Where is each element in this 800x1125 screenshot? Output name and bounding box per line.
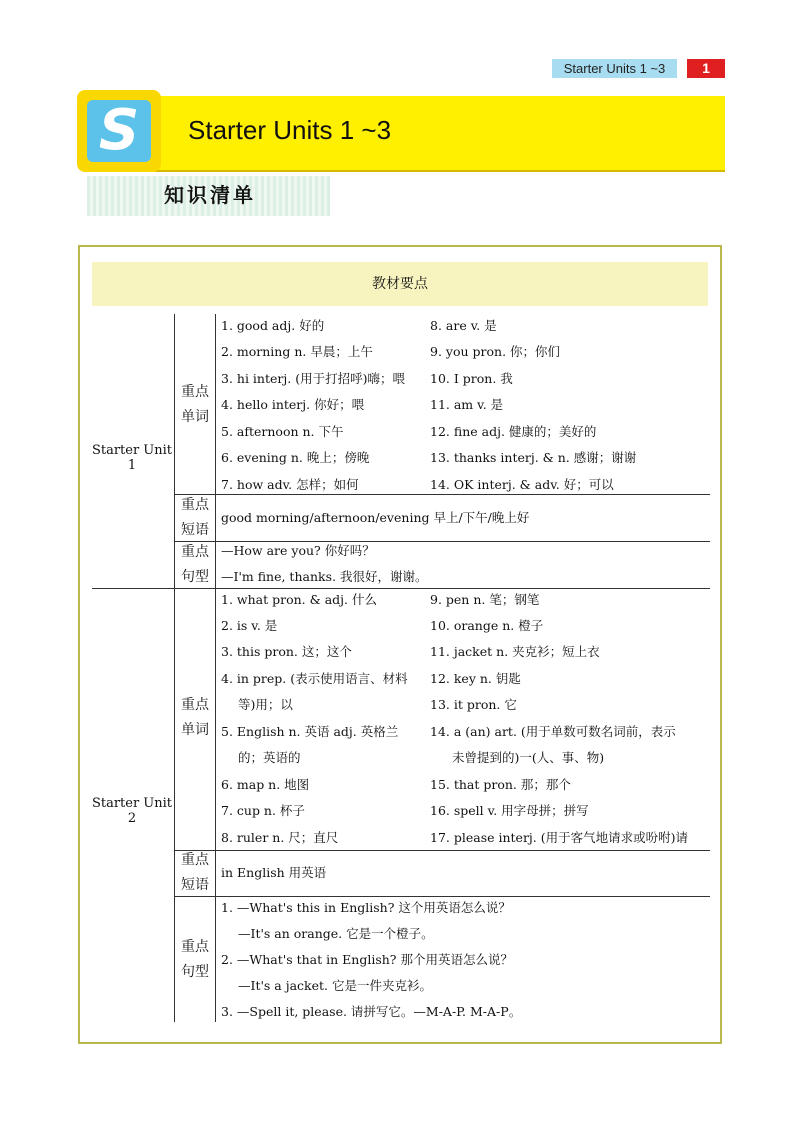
sentence-item: —How are you? 你好吗？ <box>221 543 375 558</box>
sentence-item: —It's a jacket. 它是一件夹克衫。 <box>238 978 432 993</box>
word-item: 4. hello interj. 你好；喂 <box>221 397 365 412</box>
word-item: 11. jacket n. 夹克衫；短上衣 <box>430 644 600 659</box>
grid-line <box>174 850 710 851</box>
word-item: 8. ruler n. 尺；直尺 <box>221 830 339 845</box>
word-item: 10. I pron. 我 <box>430 371 513 386</box>
word-item: 8. are v. 是 <box>430 318 497 333</box>
sentence-item: —It's an orange. 它是一个橙子。 <box>238 926 434 941</box>
word-item: 6. evening n. 晚上；傍晚 <box>221 450 370 465</box>
word-item: 17. please interj. (用于客气地请求或吩咐)请 <box>430 830 689 845</box>
table-header: 教材要点 <box>92 262 708 306</box>
word-item: 13. thanks interj. & n. 感谢；谢谢 <box>430 450 637 465</box>
word-item: 1. what pron. & adj. 什么 <box>221 592 377 607</box>
unit-name: Starter Unit 2 <box>91 796 173 826</box>
section-tab: Starter Units 1 ~3 <box>552 59 677 78</box>
category-label: 重点 句型 <box>181 544 209 585</box>
word-item: 11. am v. 是 <box>430 397 504 412</box>
word-item: 5. afternoon n. 下午 <box>221 424 344 439</box>
unit-name: Starter Unit 1 <box>91 443 173 473</box>
word-item: 3. this pron. 这；这个 <box>221 644 352 659</box>
word-item: 4. in prep. (表示使用语言、材料 <box>221 671 408 686</box>
category-label: 重点 短语 <box>181 852 209 893</box>
grid-line <box>215 314 216 1022</box>
phrase-item: in English 用英语 <box>221 865 327 880</box>
sentence-item: —I'm fine, thanks. 我很好，谢谢。 <box>221 569 428 584</box>
word-item: 2. morning n. 早晨；上午 <box>221 344 373 359</box>
word-item: 9. you pron. 你；你们 <box>430 344 561 359</box>
word-item: 3. hi interj. (用于打招呼)嗨；喂 <box>221 371 405 386</box>
category-label: 重点 单词 <box>181 384 209 425</box>
page-title: Starter Units 1 ~3 <box>188 115 392 145</box>
word-item: 14. a (an) art. (用于单数可数名词前，表示 <box>430 724 676 739</box>
word-item: 未曾提到的)一(人、事、物) <box>452 750 605 765</box>
word-item: 1. good adj. 好的 <box>221 318 325 333</box>
word-item: 2. is v. 是 <box>221 618 278 633</box>
page-number: 1 <box>687 59 725 78</box>
word-item: 6. map n. 地图 <box>221 777 310 792</box>
sentence-item: 1. —What's this in English? 这个用英语怎么说？ <box>221 900 511 915</box>
sentence-item: 2. —What's that in English? 那个用英语怎么说？ <box>221 952 513 967</box>
word-item: 10. orange n. 橙子 <box>430 618 544 633</box>
s-letter: S <box>87 100 151 162</box>
phrase-item: good morning/afternoon/evening 早上/下午/晚上好 <box>221 510 530 525</box>
word-item: 5. English n. 英语 adj. 英格兰 <box>221 724 399 739</box>
word-item: 16. spell v. 用字母拼；拼写 <box>430 803 589 818</box>
word-item: 14. OK interj. & adv. 好；可以 <box>430 477 614 492</box>
word-item: 12. fine adj. 健康的；美好的 <box>430 424 597 439</box>
category-label: 重点 短语 <box>181 497 209 538</box>
word-item: 等)用；以 <box>238 697 293 712</box>
category-label: 重点 句型 <box>181 939 209 980</box>
word-item: 12. key n. 钥匙 <box>430 671 521 686</box>
word-item: 7. cup n. 杯子 <box>221 803 305 818</box>
sentence-item: 3. —Spell it, please. 请拼写它。—M-A-P. M-A-P。 <box>221 1004 522 1019</box>
grid-line <box>174 314 175 1022</box>
word-item: 15. that pron. 那；那个 <box>430 777 571 792</box>
section-title: 知识清单 <box>164 183 256 207</box>
category-label: 重点 单词 <box>181 697 209 738</box>
word-item: 7. how adv. 怎样；如何 <box>221 477 359 492</box>
word-item: 的；英语的 <box>238 750 301 765</box>
word-item: 9. pen n. 笔；钢笔 <box>430 592 540 607</box>
grid-line <box>174 896 710 897</box>
word-item: 13. it pron. 它 <box>430 697 517 712</box>
